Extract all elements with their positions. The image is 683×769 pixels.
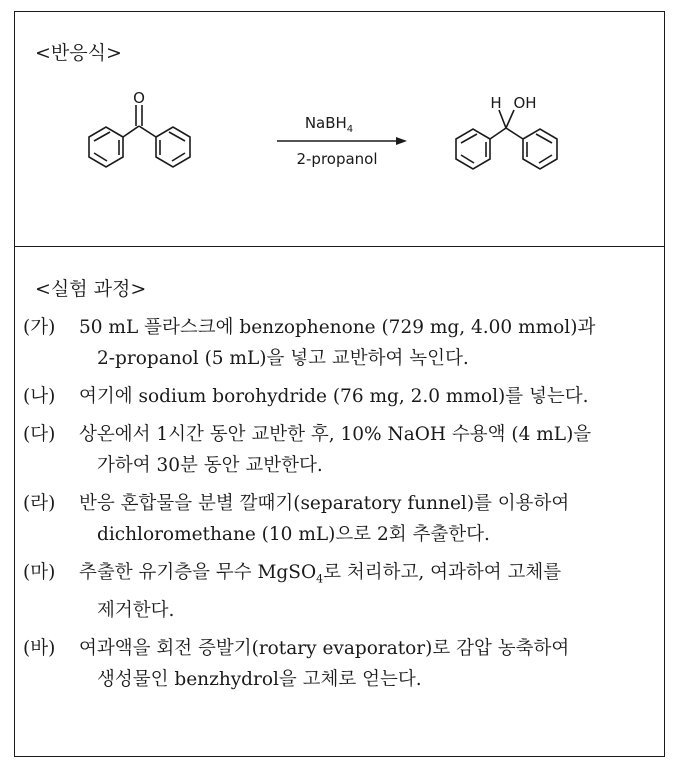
reactant-oxygen-label: O [133,89,145,107]
step-text-line2: 가하여 30분 동안 교반한다. [97,455,323,476]
section-divider [15,246,664,247]
product-hydroxyl-label: OH [513,94,537,112]
step-text-line2: 생성물인 benzhydrol을 고체로 얻는다. [97,668,422,690]
step-text-line1: 여기에 sodium borohydride (76 mg, 2.0 mmol)를 넣는다. [79,386,589,407]
benzhydrol-structure [456,110,557,169]
step-text-line2: 제거한다. [97,599,175,621]
procedure-steps [23,312,653,702]
step-text-line2: 2-propanol (5 mL)을 넣고 교반하여 녹인다. [97,348,469,369]
procedure-section-title: <실험 과정> [35,278,147,300]
step-label: (바) [23,637,56,659]
benzophenone-structure [89,105,190,167]
step-label: (마) [23,562,56,583]
reaction-scheme [15,12,666,246]
step-text-line1: 여과액을 회전 증발기(rotary evaporator)로 감압 농축하여 [79,637,570,659]
step-text-line1: 50 mL 플라스크에 benzophenone (729 mg, 4.00 mmol)과 [79,317,596,338]
step-text-line1: 반응 혼합물을 분별 깔때기(separatory funnel)를 이용하여 [79,493,570,514]
step-na [23,381,653,412]
step-ba [23,633,653,695]
product-hydrogen-label: H [490,94,502,112]
solvent-label: 2-propanol [296,150,378,168]
step-label: (다) [23,424,56,445]
document-frame [14,11,665,757]
step-label: (라) [23,493,56,514]
step-ma [23,557,653,626]
step-label: (가) [23,317,56,338]
reaction-arrow [277,137,407,145]
step-text-line2: dichloromethane (10 mL)으로 2회 추출한다. [97,524,490,545]
step-ra [23,488,653,550]
step-da [23,419,653,481]
step-text-line1: 상온에서 1시간 동안 교반한 후, 10% NaOH 수용액 (4 mL)을 [79,424,592,445]
step-label: (나) [23,386,56,407]
reagent-label: NaBH$_4$ [304,114,354,135]
step-text-line1: 추출한 유기층을 무수 MgSO$_4$로 처리하고, 여과하여 고체를 [79,562,562,586]
reaction-section-title: <반응식> [35,42,122,64]
step-ga [23,312,653,374]
